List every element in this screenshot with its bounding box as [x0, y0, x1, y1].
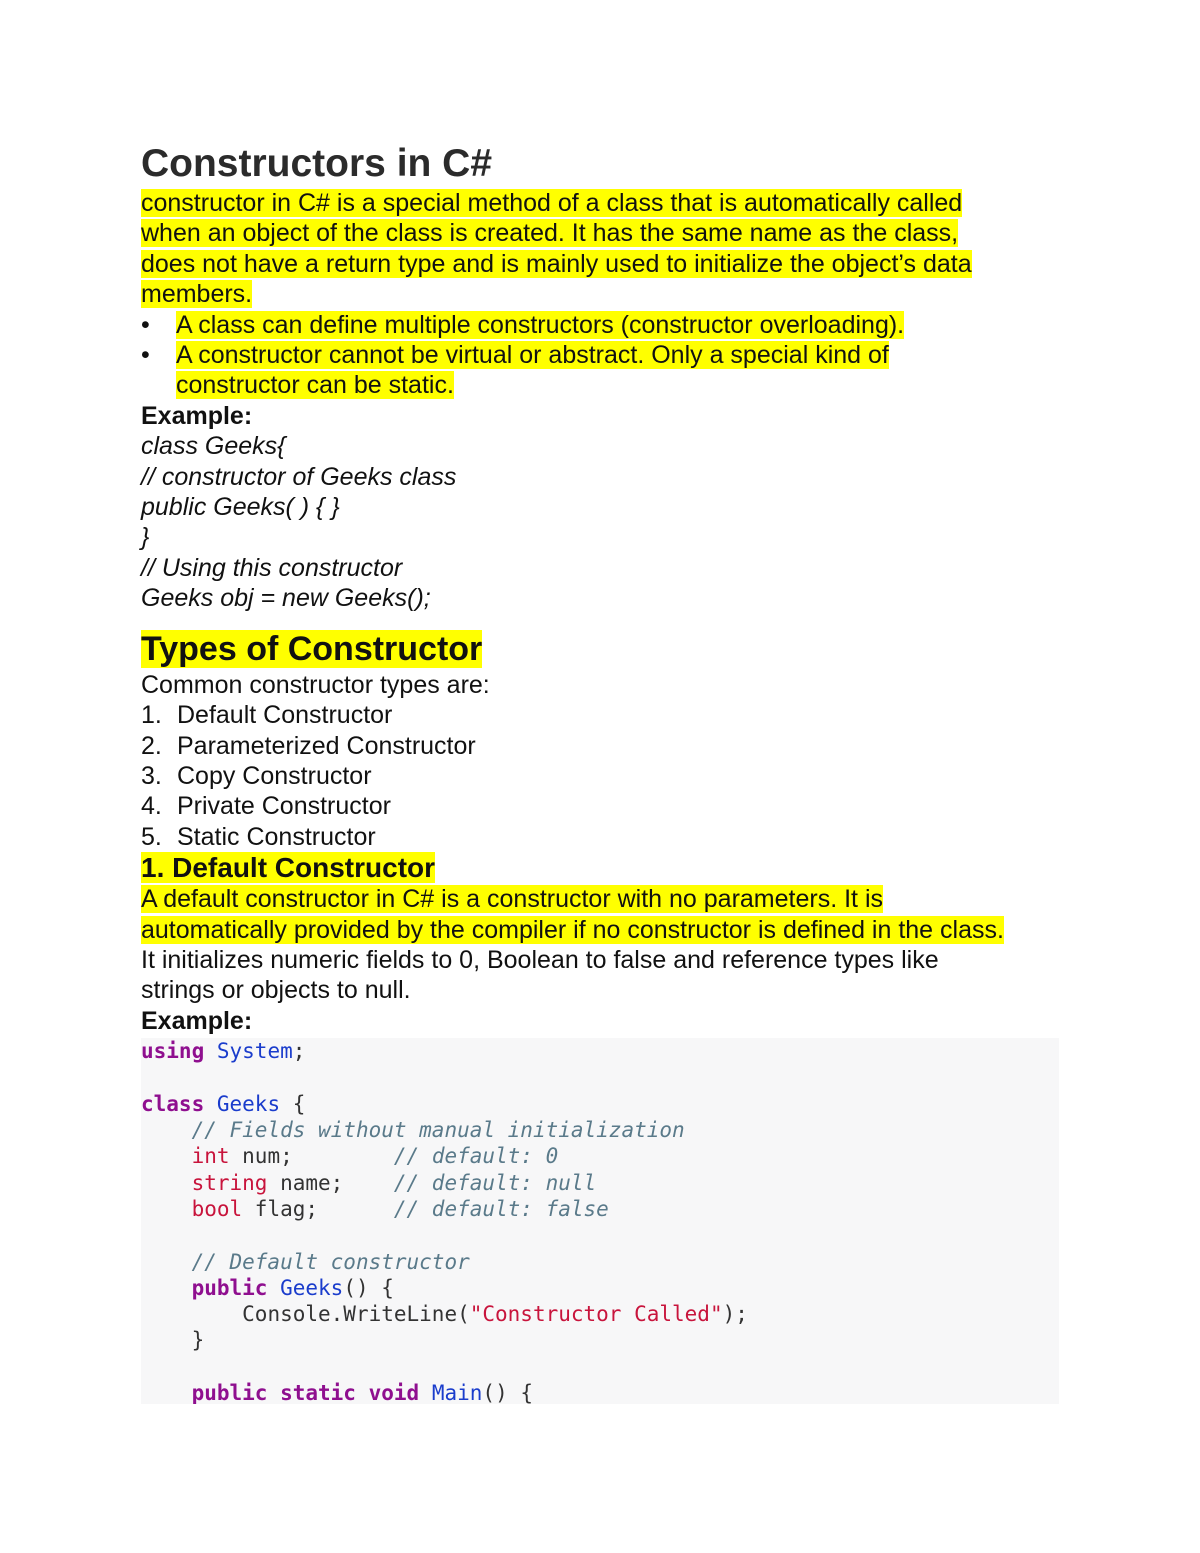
- example-line: public Geeks( ) { }: [141, 493, 340, 522]
- example-label-2: Example:: [141, 1006, 253, 1035]
- bullet-item: [141, 310, 1059, 340]
- bullet-list: [141, 310, 1059, 401]
- types-intro: Common constructor types are:: [141, 670, 490, 699]
- default-desc-line: automatically provided by the compiler if no constructor is defined in the class.: [141, 915, 1004, 944]
- types-heading: Types of Constructor: [141, 629, 483, 668]
- intro-line: constructor in C# is a special method of a class that is automatically called: [141, 189, 963, 217]
- bullet-text: constructor can be static.: [176, 371, 454, 400]
- bullet-dot: •: [141, 310, 150, 339]
- default-description: [141, 884, 1059, 1006]
- code-block: using System; class Geeks { // Fields without manual initialization int num; // default: 0 string name; // default: null bool flag; // default: false // Default constructor public Geeks() { Console.WriteLine("Constructor Called"); } public static void Main() {: [141, 1038, 1059, 1404]
- default-heading: 1. Default Constructor: [141, 852, 436, 884]
- intro-line: members.: [141, 280, 253, 309]
- example-code-italic: [141, 431, 1059, 613]
- types-list-item: 4. Private Constructor: [141, 792, 391, 821]
- types-list-item: 2. Parameterized Constructor: [141, 731, 476, 760]
- default-desc-line: A default constructor in C# is a constructor with no parameters. It is: [141, 885, 883, 914]
- page-title: Constructors in C#: [141, 142, 493, 185]
- default-desc-line: It initializes numeric fields to 0, Boolean to false and reference types like: [141, 945, 939, 974]
- types-list: [141, 700, 1059, 852]
- example-line: class Geeks{: [141, 432, 286, 461]
- example-line: }: [141, 523, 150, 552]
- default-desc-line: strings or objects to null.: [141, 976, 411, 1005]
- intro-line: does not have a return type and is mainly used to initialize the object’s data: [141, 249, 972, 278]
- example-line: // constructor of Geeks class: [141, 462, 457, 491]
- example-line: // Using this constructor: [141, 553, 403, 582]
- bullet-text: A class can define multiple constructors (constructor overloading).: [176, 310, 905, 339]
- types-list-item: 5. Static Constructor: [141, 822, 376, 851]
- bullet-text: A constructor cannot be virtual or abstract. Only a special kind of: [176, 341, 889, 370]
- document-page: [141, 140, 1059, 1404]
- example-line: Geeks obj = new Geeks();: [141, 584, 431, 613]
- types-list-item: 1. Default Constructor: [141, 701, 393, 730]
- intro-line: when an object of the class is created. It has the same name as the class,: [141, 219, 959, 248]
- bullet-item: [141, 340, 1059, 401]
- bullet-dot: •: [141, 341, 150, 370]
- intro-paragraph: [141, 188, 1059, 310]
- example-label: Example:: [141, 401, 253, 430]
- types-list-item: 3. Copy Constructor: [141, 761, 372, 790]
